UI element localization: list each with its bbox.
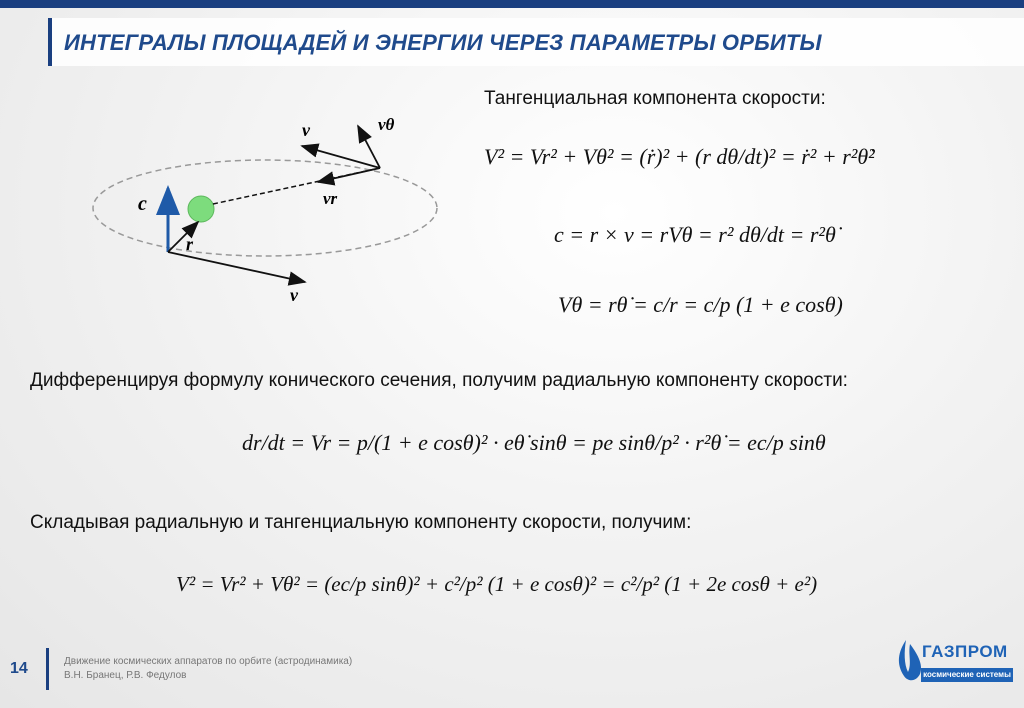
equation-angular-momentum: c = r × v = rVθ = r² dθ/dt = r²θ̇ (554, 222, 836, 247)
page-number: 14 (10, 660, 28, 677)
label-vr: vr (323, 189, 338, 208)
arrow-v-top (302, 146, 380, 168)
label-c: c (138, 193, 147, 215)
equation-total-velocity: V² = Vr² + Vθ² = (ec/p sinθ)² + c²/p² (1 + e cosθ)² = c²/p² (1 + 2e cosθ + e²) (176, 572, 818, 596)
label-r: r (186, 234, 194, 254)
top-accent-bar (0, 0, 1024, 8)
arrow-vr (318, 168, 380, 182)
logo-subtitle: космические системы (921, 668, 1013, 682)
label-v-top: v (302, 120, 310, 140)
central-body (188, 196, 214, 222)
sum-text: Складывая радиальную и тангенциальную компоненту скорости, получим: (30, 512, 692, 533)
equation-tangential-velocity: Vθ = rθ̇ = c/r = c/p (1 + e cosθ) (558, 292, 843, 317)
footer-course: Движение космических аппаратов по орбите (астродинамика) (64, 656, 353, 667)
footer-divider (46, 648, 49, 690)
label-v-bottom: v (290, 285, 298, 305)
arrow-r (168, 222, 198, 252)
orbit-diagram (80, 100, 460, 320)
differentiate-text: Дифференцируя формулу конического сечения, получим радиальную компоненту скорости: (30, 370, 848, 391)
arrow-v-bottom (168, 252, 305, 282)
footer-authors: В.Н. Бранец, Р.В. Федулов (64, 670, 187, 681)
equation-radial-velocity: dr/dt = Vr = p/(1 + e cosθ)² · eθ̇ sinθ = pe sinθ/p² · r²θ̇ = ec/p sinθ (242, 430, 826, 455)
label-vtheta: vθ (378, 115, 395, 134)
page-title: ИНТЕГРАЛЫ ПЛОЩАДЕЙ И ЭНЕРГИИ ЧЕРЕЗ ПАРАМЕТРЫ ОРБИТЫ (64, 30, 822, 55)
tangential-heading: Тангенциальная компонента скорости: (484, 88, 826, 109)
equation-velocity-squared: V² = Vr² + Vθ² = (ṙ)² + (r dθ/dt)² = ṙ² + r²θ̇² (484, 144, 875, 169)
logo-name: ГАЗПРОМ (922, 642, 1008, 661)
arrow-vtheta (358, 126, 380, 168)
